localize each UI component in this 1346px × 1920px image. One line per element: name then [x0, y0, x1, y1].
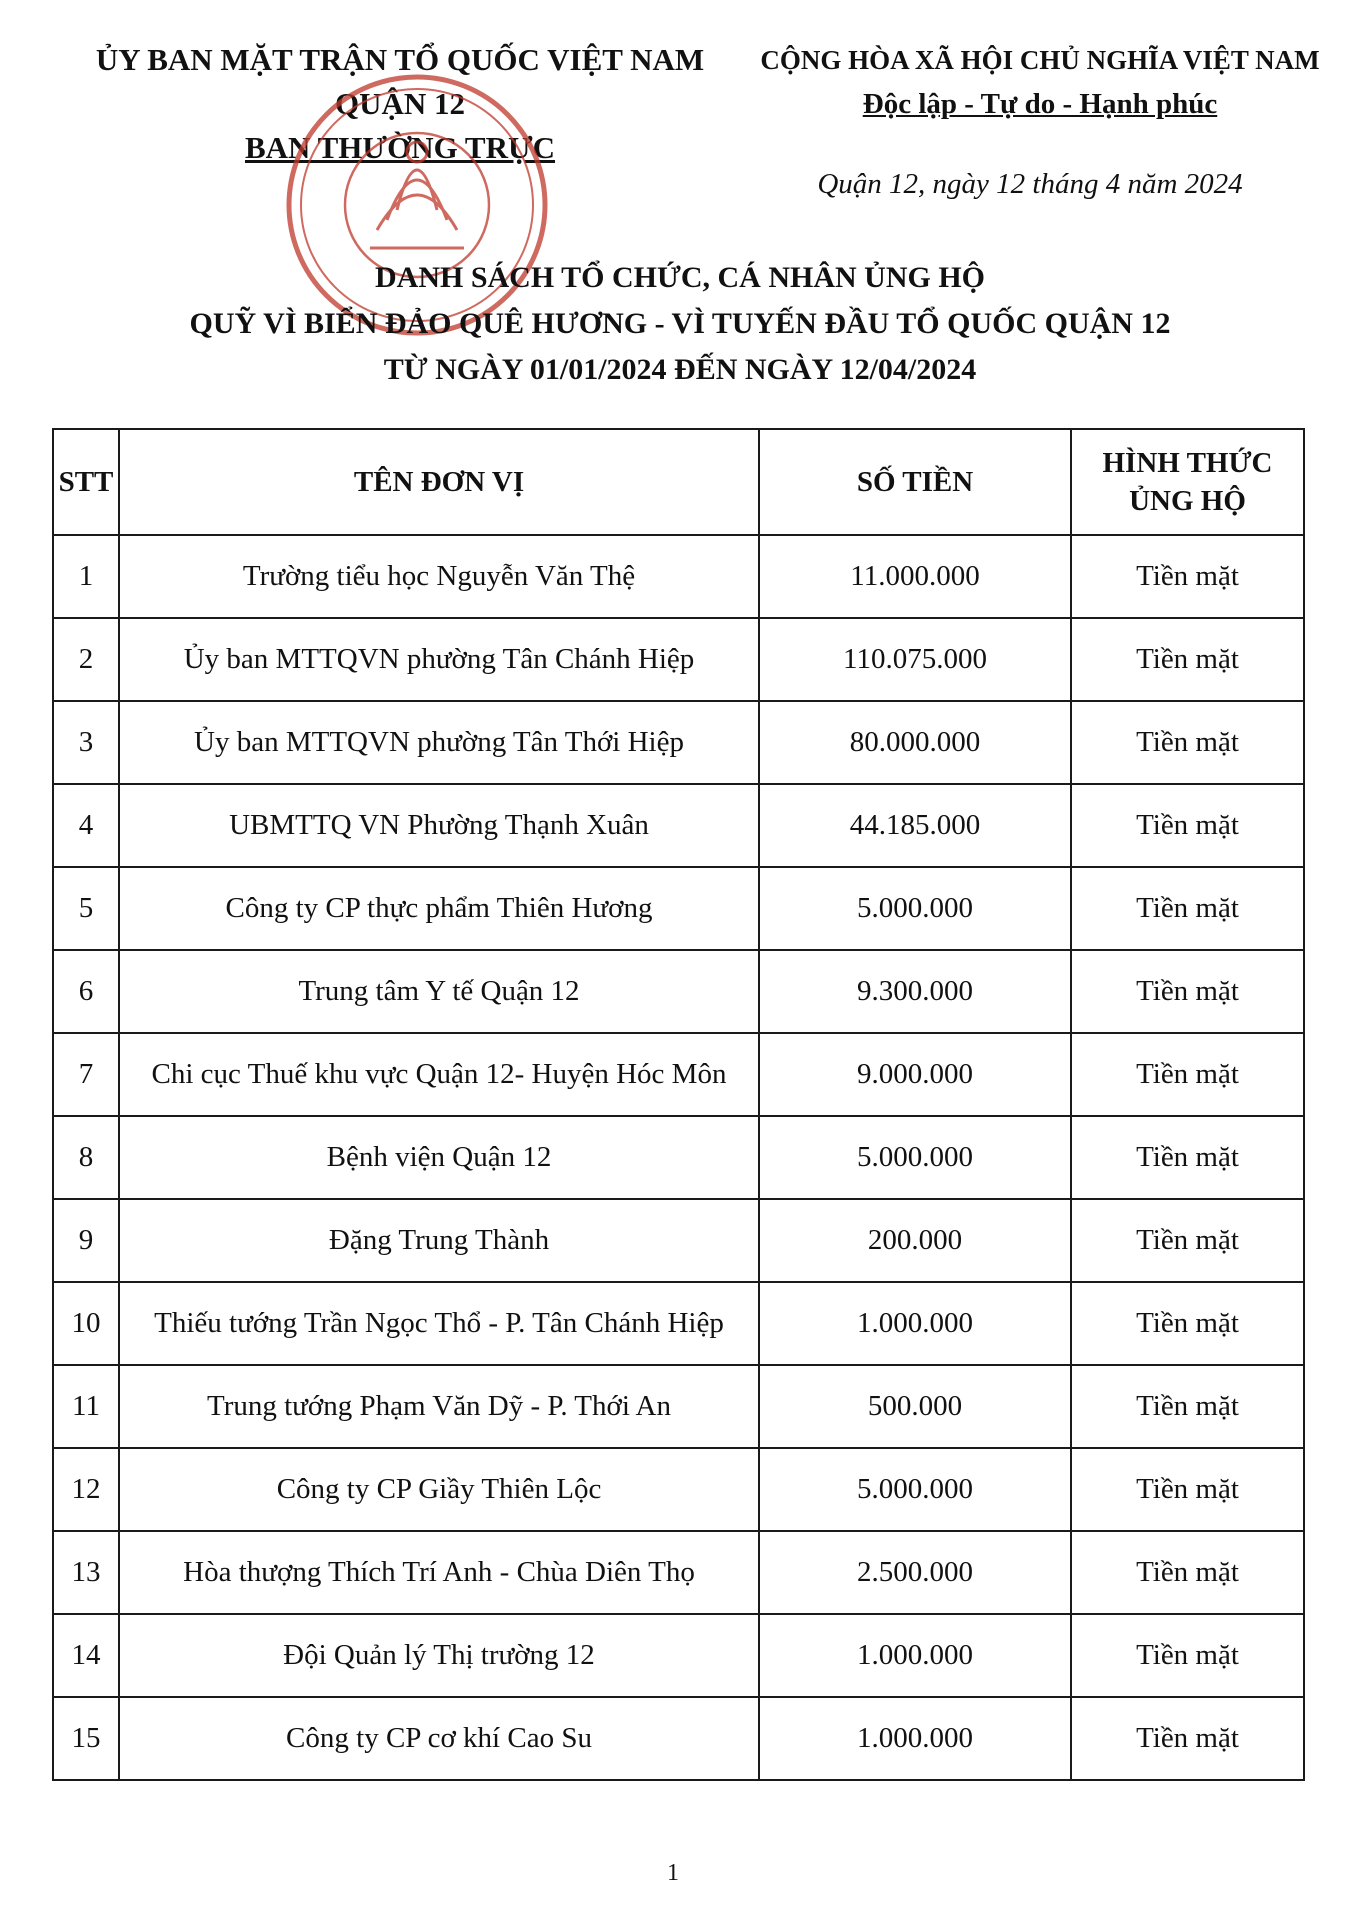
- row-amount: 9.000.000: [759, 1033, 1071, 1116]
- row-name: Trung tâm Y tế Quận 12: [119, 950, 759, 1033]
- department-name: BAN THƯỜNG TRỰC: [244, 130, 556, 165]
- row-stt: 11: [53, 1365, 119, 1448]
- table-row: [53, 701, 1304, 784]
- row-name: Thiếu tướng Trần Ngọc Thổ - P. Tân Chánh Hiệp: [119, 1282, 759, 1365]
- row-name: Ủy ban MTTQVN phường Tân Thới Hiệp: [119, 701, 759, 784]
- row-amount: 5.000.000: [759, 867, 1071, 950]
- row-amount: 1.000.000: [759, 1614, 1071, 1697]
- row-amount: 9.300.000: [759, 950, 1071, 1033]
- issuing-organization: [70, 38, 730, 170]
- district-name: QUẬN 12: [334, 86, 466, 121]
- table-header-row: [53, 429, 1304, 535]
- row-amount: 500.000: [759, 1365, 1071, 1448]
- row-name: Công ty CP thực phẩm Thiên Hương: [119, 867, 759, 950]
- table-row: [53, 1614, 1304, 1697]
- row-stt: 7: [53, 1033, 119, 1116]
- row-amount: 5.000.000: [759, 1448, 1071, 1531]
- row-stt: 5: [53, 867, 119, 950]
- row-type: Tiền mặt: [1071, 1282, 1304, 1365]
- title-line-1: DANH SÁCH TỔ CHỨC, CÁ NHÂN ỦNG HỘ: [374, 261, 986, 294]
- org-name: ỦY BAN MẶT TRẬN TỔ QUỐC VIỆT NAM: [95, 42, 705, 77]
- table-row: [53, 618, 1304, 701]
- row-stt: 8: [53, 1116, 119, 1199]
- row-type: Tiền mặt: [1071, 1531, 1304, 1614]
- header-amount: SỐ TIỀN: [759, 429, 1071, 535]
- row-name: Ủy ban MTTQVN phường Tân Chánh Hiệp: [119, 618, 759, 701]
- donor-table: [52, 428, 1305, 1781]
- row-stt: 1: [53, 535, 119, 618]
- title-line-2: QUỸ VÌ BIỂN ĐẢO QUÊ HƯƠNG - VÌ TUYẾN ĐẦU TỔ QUỐC QUẬN 12: [189, 307, 1171, 340]
- header-name: TÊN ĐƠN VỊ: [119, 429, 759, 535]
- row-name: Đặng Trung Thành: [119, 1199, 759, 1282]
- country-name: CỘNG HÒA XÃ HỘI CHỦ NGHĨA VIỆT NAM: [760, 45, 1320, 75]
- header-type-line-2: ỦNG HỘ: [1129, 485, 1246, 517]
- row-type: Tiền mặt: [1071, 1033, 1304, 1116]
- row-type: Tiền mặt: [1071, 1199, 1304, 1282]
- table-row: [53, 1531, 1304, 1614]
- row-stt: 10: [53, 1282, 119, 1365]
- row-amount: 11.000.000: [759, 535, 1071, 618]
- table-body: [53, 535, 1304, 1780]
- table-row: [53, 1282, 1304, 1365]
- row-type: Tiền mặt: [1071, 1614, 1304, 1697]
- row-name: Đội Quản lý Thị trường 12: [119, 1614, 759, 1697]
- row-name: Công ty CP Giầy Thiên Lộc: [119, 1448, 759, 1531]
- row-name: Trung tướng Phạm Văn Dỹ - P. Thới An: [119, 1365, 759, 1448]
- row-stt: 15: [53, 1697, 119, 1780]
- header-type: [1071, 429, 1304, 535]
- table-row: [53, 1365, 1304, 1448]
- row-stt: 4: [53, 784, 119, 867]
- row-name: UBMTTQ VN Phường Thạnh Xuân: [119, 784, 759, 867]
- title-line-3: TỪ NGÀY 01/01/2024 ĐẾN NGÀY 12/04/2024: [383, 353, 977, 386]
- row-type: Tiền mặt: [1071, 701, 1304, 784]
- row-name: Hòa thượng Thích Trí Anh - Chùa Diên Thọ: [119, 1531, 759, 1614]
- row-stt: 3: [53, 701, 119, 784]
- table-row: [53, 784, 1304, 867]
- row-name: Công ty CP cơ khí Cao Su: [119, 1697, 759, 1780]
- row-stt: 13: [53, 1531, 119, 1614]
- row-amount: 44.185.000: [759, 784, 1071, 867]
- row-type: Tiền mặt: [1071, 784, 1304, 867]
- table-row: [53, 1116, 1304, 1199]
- table-row: [53, 1448, 1304, 1531]
- national-motto: Độc lập - Tự do - Hạnh phúc: [862, 88, 1218, 120]
- header-stt: STT: [53, 429, 119, 535]
- page-number: 1: [667, 1860, 679, 1886]
- row-stt: 6: [53, 950, 119, 1033]
- header-type-line-1: HÌNH THỨC: [1102, 447, 1273, 479]
- row-amount: 110.075.000: [759, 618, 1071, 701]
- row-stt: 14: [53, 1614, 119, 1697]
- row-amount: 1.000.000: [759, 1697, 1071, 1780]
- row-amount: 2.500.000: [759, 1531, 1071, 1614]
- row-type: Tiền mặt: [1071, 950, 1304, 1033]
- row-stt: 12: [53, 1448, 119, 1531]
- row-type: Tiền mặt: [1071, 867, 1304, 950]
- table-row: [53, 867, 1304, 950]
- document-date: Quận 12, ngày 12 tháng 4 năm 2024: [817, 168, 1243, 200]
- row-type: Tiền mặt: [1071, 1365, 1304, 1448]
- row-stt: 2: [53, 618, 119, 701]
- table-row: [53, 535, 1304, 618]
- table-row: [53, 1033, 1304, 1116]
- row-name: Chi cục Thuế khu vực Quận 12- Huyện Hóc Môn: [119, 1033, 759, 1116]
- row-name: Trường tiểu học Nguyễn Văn Thệ: [119, 535, 759, 618]
- row-stt: 9: [53, 1199, 119, 1282]
- row-type: Tiền mặt: [1071, 1116, 1304, 1199]
- row-type: Tiền mặt: [1071, 1448, 1304, 1531]
- row-amount: 80.000.000: [759, 701, 1071, 784]
- table-row: [53, 950, 1304, 1033]
- national-header: [750, 38, 1330, 126]
- table-row: [53, 1697, 1304, 1780]
- row-type: Tiền mặt: [1071, 535, 1304, 618]
- row-amount: 200.000: [759, 1199, 1071, 1282]
- document-title: [60, 255, 1300, 393]
- row-type: Tiền mặt: [1071, 618, 1304, 701]
- row-amount: 5.000.000: [759, 1116, 1071, 1199]
- row-name: Bệnh viện Quận 12: [119, 1116, 759, 1199]
- table-row: [53, 1199, 1304, 1282]
- row-amount: 1.000.000: [759, 1282, 1071, 1365]
- row-type: Tiền mặt: [1071, 1697, 1304, 1780]
